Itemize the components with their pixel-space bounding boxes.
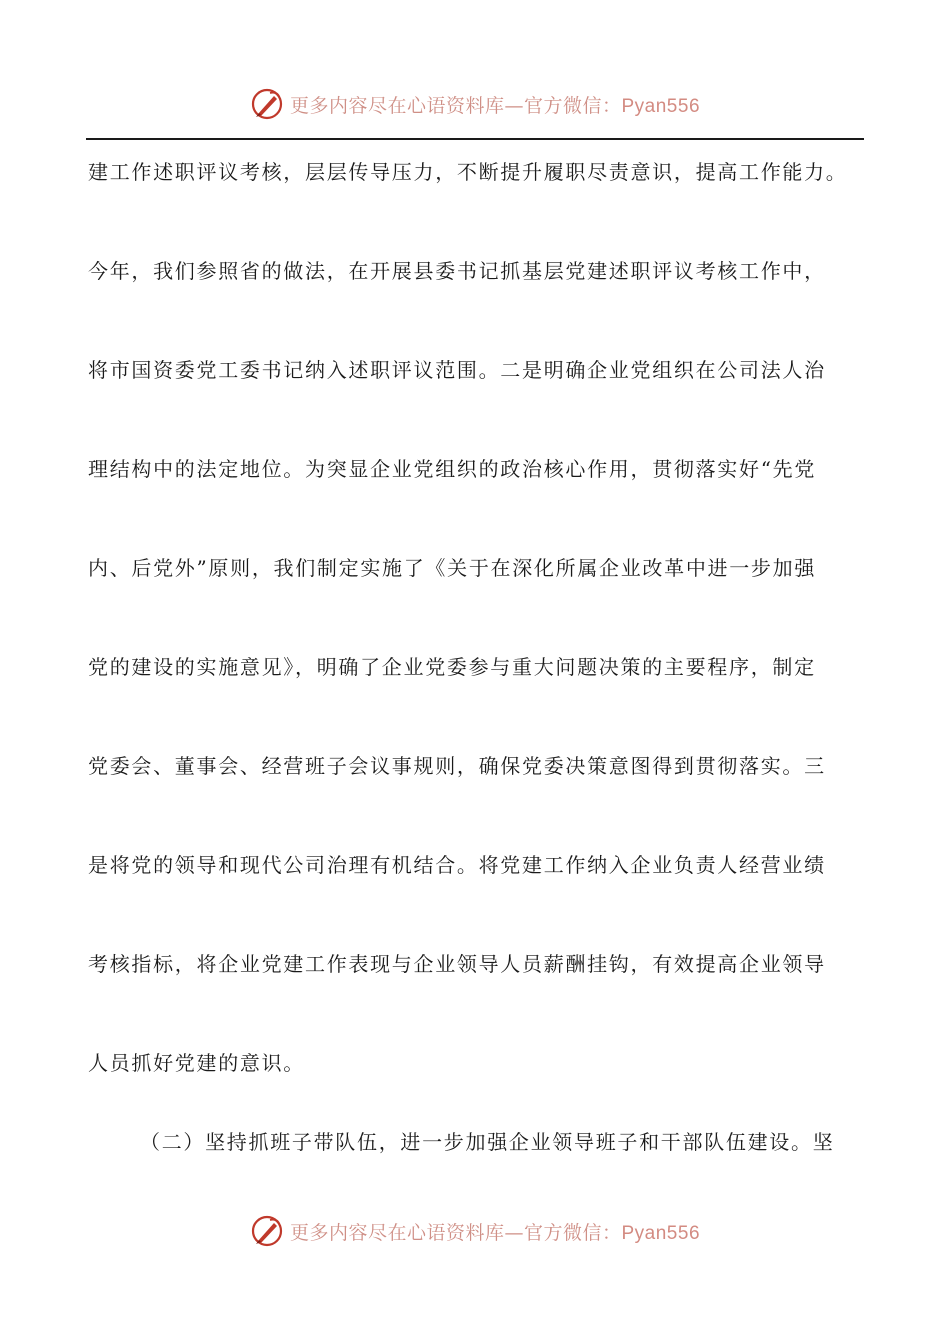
footer-wechat-id: Pyan556 <box>621 1222 701 1244</box>
text-line: 建工作述职评议考核，层层传导压力，不断提升履职尽责意识，提高工作能力。 <box>88 160 848 184</box>
text-line: 是将党的领导和现代公司治理有机结合。将党建工作纳入企业负责人经营业绩 <box>88 853 826 877</box>
header-banner-main: 更多内容尽在心语资料库—官方微信： <box>289 94 622 117</box>
pen-logo-icon <box>250 87 284 121</box>
footer-banner <box>0 1211 950 1251</box>
header-divider <box>86 138 864 140</box>
text-line: 人员抓好党建的意识。 <box>88 1051 305 1075</box>
text-line: 将市国资委党工委书记纳入述职评议范围。二是明确企业党组织在公司法人治 <box>88 358 826 382</box>
text-line: 党的建设的实施意见》，明确了企业党委参与重大问题决策的主要程序，制定 <box>88 655 816 679</box>
text-line: 理结构中的法定地位。为突显企业党组织的政治核心作用，贯彻落实好“先党 <box>88 457 817 481</box>
pen-logo-icon <box>250 1214 284 1248</box>
text-line: 今年，我们参照省的做法，在开展县委书记抓基层党建述职评议考核工作中， <box>88 259 826 283</box>
text-line: 考核指标，将企业党建工作表现与企业领导人员薪酬挂钩，有效提高企业领导 <box>88 952 826 976</box>
footer-banner-main: 更多内容尽在心语资料库—官方微信： <box>289 1221 622 1244</box>
header-banner <box>0 84 950 124</box>
header-wechat-id: Pyan556 <box>621 95 701 117</box>
section-heading-line: （二）坚持抓班子带队伍，进一步加强企业领导班子和干部队伍建设。坚 <box>140 1130 835 1154</box>
text-line: 党委会、董事会、经营班子会议事规则，确保党委决策意图得到贯彻落实。三 <box>88 754 826 778</box>
text-line: 内、后党外”原则，我们制定实施了《关于在深化所属企业改革中进一步加强 <box>88 556 817 580</box>
footer-banner-text <box>290 1218 700 1245</box>
header-banner-text <box>290 91 700 118</box>
